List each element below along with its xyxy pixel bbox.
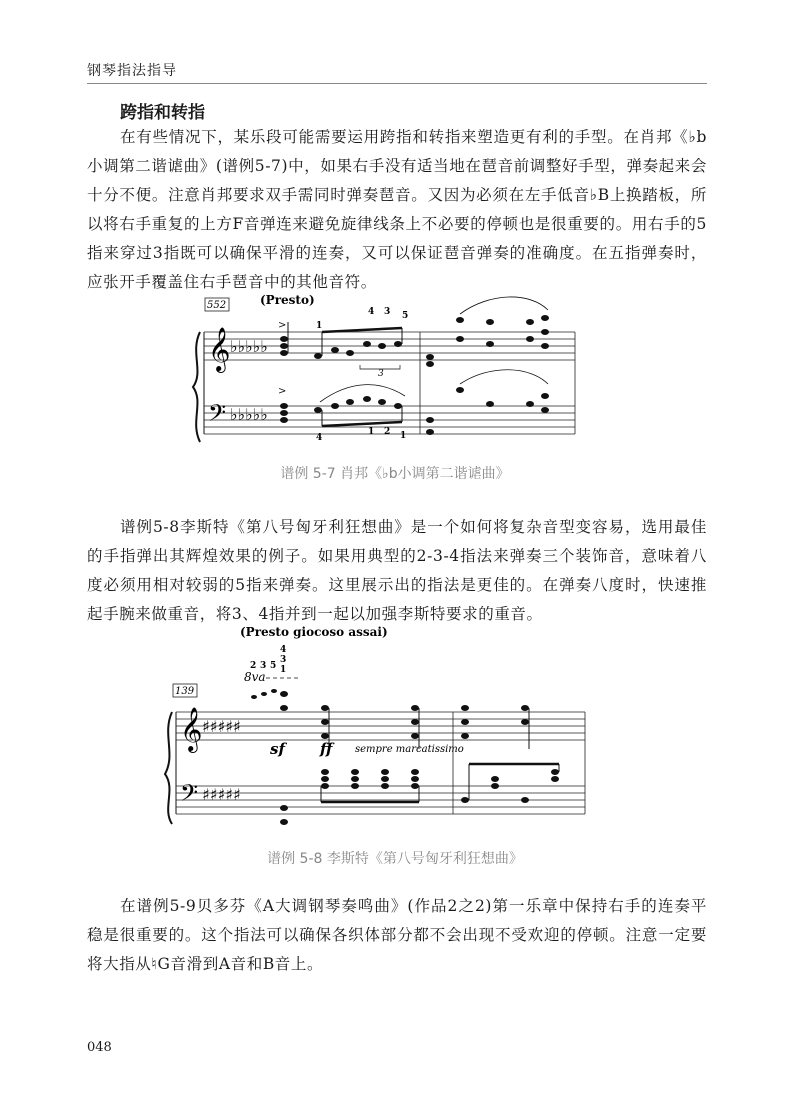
header-rule <box>87 83 707 84</box>
svg-text:>: > <box>278 386 287 397</box>
tempo-marking: (Presto) <box>260 293 315 307</box>
section-title: 跨指和转指 <box>120 103 205 123</box>
svg-text:♯♯♯♯♯: ♯♯♯♯♯ <box>202 717 241 736</box>
measure-number: 552 <box>207 300 227 311</box>
fingering: 5 <box>402 311 409 321</box>
score-example-5-7 <box>190 292 580 452</box>
ottava-mark: 8va <box>244 670 266 684</box>
paragraph-1: 在有些情况下，某乐段可能需要运用跨指和转指来塑造更有利的手型。在肖邦《♭b小调第二谐谑曲》(谱例5-7)中，如果右手没有适当地在琶音前调整好手型，弹奏起来会十分不便。注意肖邦要求双手需同时弹奏琶音。又因为必须在左手低音♭B上换踏板，所以将右手重复的上方F音弹连来避免旋律线条上不必要的停顿也是很重要的。用右手的5指来穿过3指既可以确保平滑的连奏，又可以保证琶音弹奏的准确度。在五指弹奏时，应张开手覆盖住右手琶音中的其他音符。 <box>87 128 707 291</box>
svg-text:♭♭♭♭♭: ♭♭♭♭♭ <box>230 405 268 424</box>
fingering: 5 <box>270 661 277 671</box>
measure-number: 139 <box>175 686 195 697</box>
fingering: 4 <box>280 645 287 655</box>
fingering: 1 <box>400 431 407 441</box>
page-number: 048 <box>87 1040 112 1055</box>
fingering: 3 <box>280 655 287 665</box>
bass-clef: 𝄢 <box>180 779 199 812</box>
paragraph-3: 在谱例5-9贝多芬《A大调钢琴奏鸣曲》(作品2之2)第一乐章中保持右手的连奏平稳是很重要的。这个指法可以确保各织体部分都不会出现不受欢迎的停顿。注意一定要将大指从♮G音滑到A音和B音上。 <box>87 897 707 973</box>
fingering: 4 <box>368 307 375 317</box>
fingering: 1 <box>280 665 287 675</box>
svg-text:♭♭♭♭♭: ♭♭♭♭♭ <box>230 337 268 356</box>
triplet-mark: 3 <box>378 369 384 379</box>
dynamic-ff: ff <box>320 740 333 758</box>
caption-example-5-7: 谱例 5-7 肖邦《♭b小调第二谐谑曲》 <box>280 466 510 482</box>
svg-text:>: > <box>278 320 287 331</box>
score-example-5-8 <box>160 624 590 836</box>
paragraph-2: 谱例5-8李斯特《第八号匈牙利狂想曲》是一个如何将复杂音型变容易，选用最佳的手指弹出其辉煌效果的例子。如果用典型的2-3-4指法来弹奏三个装饰音，意味着八度必须用相对较弱的5指来弹奏。这里展示出的指法是更佳的。在弹奏八度时，快速推起手腕来做重音，将3、4指并到一起以加强李斯特要求的重音。 <box>87 518 707 623</box>
fingering: 3 <box>260 661 267 671</box>
bass-clef: 𝄢 <box>208 399 227 432</box>
running-head: 钢琴指法指导 <box>87 63 177 79</box>
expression-text: sempre marcatissimo <box>355 744 464 755</box>
caption-example-5-8: 谱例 5-8 李斯特《第八号匈牙利狂想曲》 <box>267 851 523 867</box>
fingering: 1 <box>368 427 375 437</box>
fingering: 3 <box>384 307 391 317</box>
fingering: 2 <box>384 427 391 437</box>
treble-clef: 𝄞 <box>208 327 231 371</box>
fingering: 2 <box>250 661 257 671</box>
tempo-marking: (Presto giocoso assai) <box>240 625 388 639</box>
fingering: 1 <box>316 321 323 331</box>
treble-clef: 𝄞 <box>180 707 203 751</box>
dynamic-sf: sf <box>270 740 285 758</box>
svg-text:♯♯♯♯♯: ♯♯♯♯♯ <box>202 785 241 804</box>
fingering: 4 <box>316 433 323 443</box>
